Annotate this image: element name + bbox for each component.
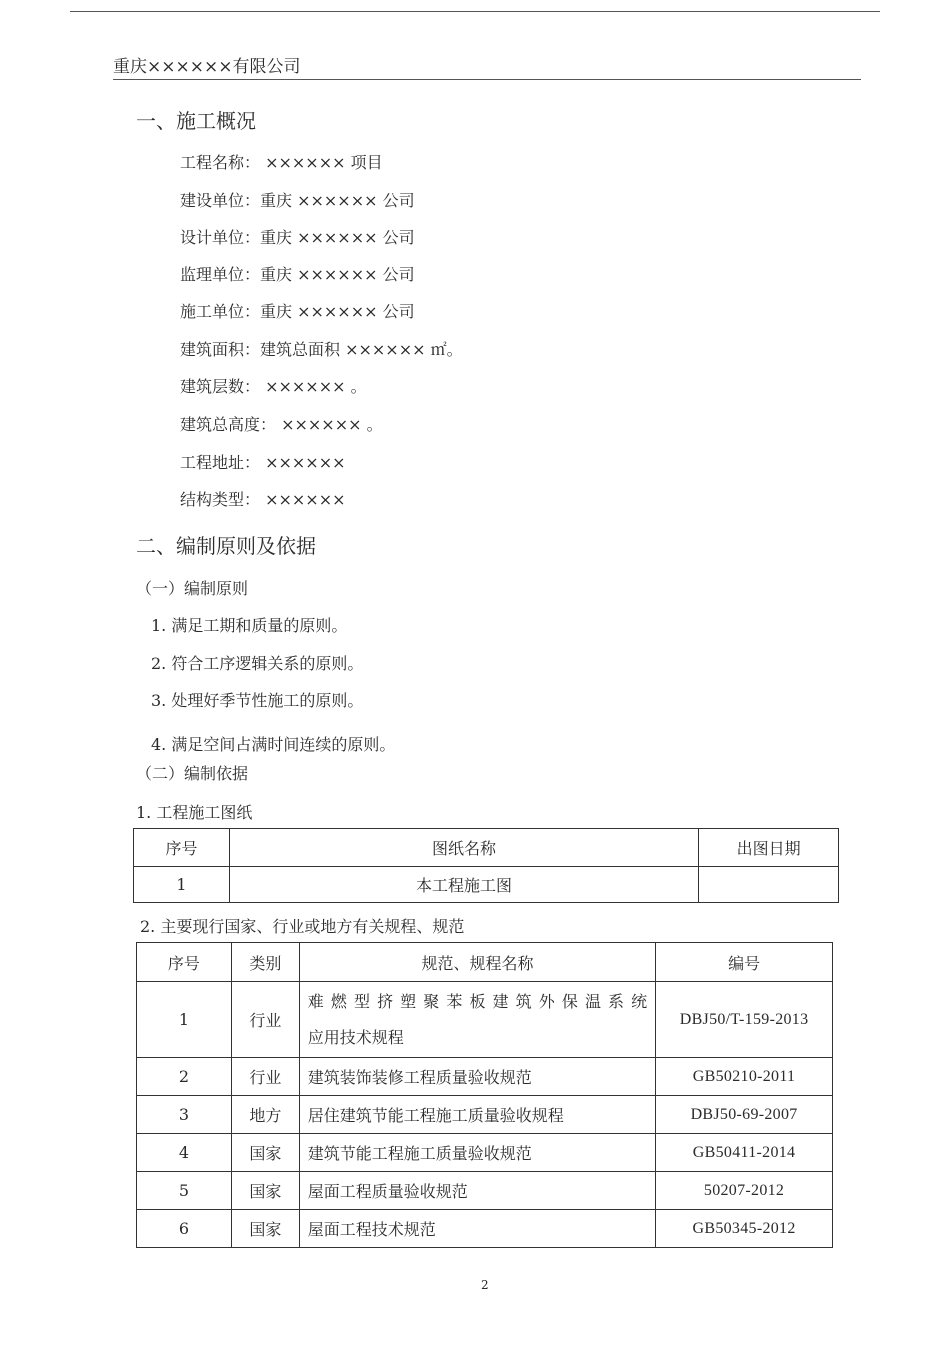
subsection-title-basis: （二）编制依据 [136,764,249,783]
table-cell: 国家 [231,1172,299,1210]
table-header-cell: 编号 [656,943,833,982]
overview-item: 工程地址： ×××××× [180,453,346,472]
standards-title: 2. 主要现行国家、行业或地方有关规程、规范 [140,917,465,936]
table-cell: 国家 [231,1134,299,1172]
table-cell: GB50411-2014 [656,1134,833,1172]
table-cell: 1 [137,982,232,1058]
principle-item: 4. 满足空间占满时间连续的原则。 [151,735,396,754]
table-cell: 建筑装饰装修工程质量验收规范 [299,1058,655,1096]
overview-item: 工程名称： ×××××× 项目 [180,153,383,172]
section-title-principles-basis: 二、编制原则及依据 [136,534,316,558]
table-cell: 2 [137,1058,232,1096]
table-cell [699,867,839,903]
overview-item: 监理单位：重庆 ×××××× 公司 [180,265,415,284]
table-cell: 行业 [231,1058,299,1096]
table-header-cell: 图纸名称 [229,829,698,867]
table-header-cell: 类别 [231,943,299,982]
table-header-row [134,829,839,867]
overview-item: 建筑面积：建筑总面积 ×××××× ㎡。 [180,340,463,359]
table-cell: 国家 [231,1210,299,1248]
table-cell: 行业 [231,982,299,1058]
table-cell: 屋面工程质量验收规范 [299,1172,655,1210]
top-rule [70,11,880,12]
overview-item: 建筑层数： ×××××× 。 [180,377,367,396]
table-cell: 6 [137,1210,232,1248]
table-row [134,867,839,903]
standard-name-line: 应用技术规程 [307,1027,404,1047]
table-cell: GB50345-2012 [656,1210,833,1248]
table-header-cell: 规范、规程名称 [299,943,655,982]
principle-item: 1. 满足工期和质量的原则。 [151,616,348,635]
principle-item: 2. 符合工序逻辑关系的原则。 [151,654,364,673]
table-cell: 3 [137,1096,232,1134]
table-row [137,1134,833,1172]
table-cell: 屋面工程技术规范 [299,1210,655,1248]
table-header-cell: 序号 [137,943,232,982]
principle-item: 3. 处理好季节性施工的原则。 [151,691,364,710]
standards-table [136,942,833,1248]
page-header-company: 重庆××××××有限公司 [113,57,301,77]
section-title-overview: 一、施工概况 [136,109,256,133]
page-number: 2 [481,1278,489,1292]
table-row [137,1058,833,1096]
table-row [137,1210,833,1248]
table-cell [299,982,655,1058]
overview-item: 建设单位：重庆 ×××××× 公司 [180,191,415,210]
table-header-cell: 出图日期 [699,829,839,867]
overview-item: 设计单位：重庆 ×××××× 公司 [180,228,415,247]
overview-item: 结构类型： ×××××× [180,490,346,509]
table-cell: GB50210-2011 [656,1058,833,1096]
subsection-title-principles: （一）编制原则 [136,579,249,598]
table-row [137,982,833,1058]
table-cell: 50207-2012 [656,1172,833,1210]
table-header-row [137,943,833,982]
table-cell: 地方 [231,1096,299,1134]
table-cell: 5 [137,1172,232,1210]
table-header-cell: 序号 [134,829,230,867]
overview-item: 施工单位：重庆 ×××××× 公司 [180,302,415,321]
table-row [137,1172,833,1210]
overview-item: 建筑总高度： ×××××× 。 [180,415,383,434]
table-cell: DBJ50/T-159-2013 [656,982,833,1058]
drawings-table [133,828,839,903]
table-cell: DBJ50-69-2007 [656,1096,833,1134]
header-rule [113,79,861,80]
table-cell: 1 [134,867,230,903]
table-cell: 建筑节能工程施工质量验收规范 [299,1134,655,1172]
table-cell: 4 [137,1134,232,1172]
drawings-title: 1. 工程施工图纸 [136,803,253,822]
table-row [137,1096,833,1134]
table-cell: 居住建筑节能工程施工质量验收规程 [299,1096,655,1134]
table-cell: 本工程施工图 [229,867,698,903]
standard-name-line: 难燃型挤塑聚苯板建筑外保温系统 [307,991,648,1011]
